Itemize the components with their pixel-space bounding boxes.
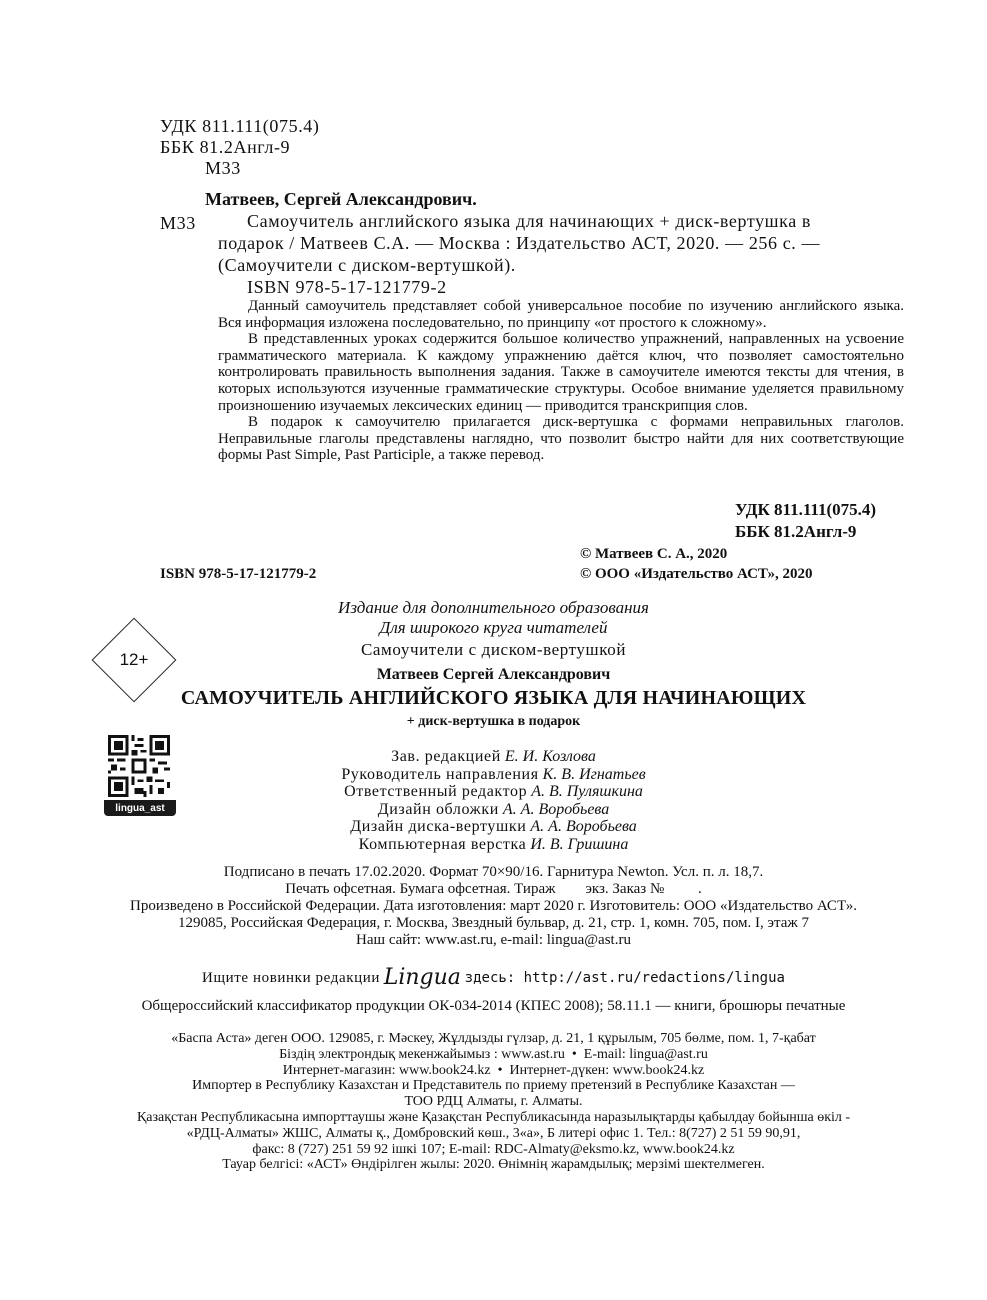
credits-list <box>0 748 987 853</box>
imprint-line: Подписано в печать 17.02.2020. Формат 70×90/16. Гарнитура Newton. Усл. п. л. 18,7. <box>223 864 764 880</box>
author-sign: М33 <box>205 158 241 178</box>
kz-line: Интернет-магазин: www.book24.kz • Интернет-дүкен: www.book24.kz <box>282 1062 705 1078</box>
kz-line: «РДЦ-Алматы» ЖШС, Алматы қ., Домбровский көш., 3«а», Б литері офис 1. Тел.: 8(727) 2 51 59 90,91, <box>186 1125 801 1141</box>
imprint-line: 129085, Российская Федерация, г. Москва, Звездный бульвар, д. 21, стр. 1, комн. 705, пом. I, этаж 7 <box>178 915 809 931</box>
qr-label: lingua_ast <box>104 800 176 816</box>
annotation <box>218 298 904 464</box>
kazakhstan-info <box>0 1031 987 1173</box>
copyright-publisher: © ООО «Издательство АСТ», 2020 <box>580 566 813 582</box>
lingua-prefix: Ищите новинки редакции <box>202 970 380 986</box>
series-name: Самоучители с диском-вертушкой <box>360 640 627 659</box>
annotation-paragraph: Данный самоучитель представляет собой универсальное пособие по изучению английского языка. Вся информация изложена последовательно, по принципу «от простого к сложному». <box>218 298 904 331</box>
credit-row: Компьютерная верстка И. В. Гришина <box>358 835 629 853</box>
credit-row: Руководитель направления К. В. Игнатьев <box>341 765 646 783</box>
edition-purpose: Издание для дополнительного образования <box>338 598 649 617</box>
isbn-bold: ISBN 978-5-17-121779-2 <box>160 566 317 582</box>
okp-classifier: Общероссийский классификатор продукции ОК-034-2014 (КПЕС 2008); 58.11.1 — книги, брошюры печатные <box>141 998 846 1014</box>
kz-line: Тауар белгісі: «АСТ» Өндірілген жылы: 2020. Өнімнің жарамдылық; мерзімі шектелмеген. <box>222 1157 765 1173</box>
copyright-author: © Матвеев С. А., 2020 <box>580 546 728 562</box>
bbk-code: ББК 81.2Англ-9 <box>160 137 291 157</box>
bib-title-line: (Самоучители с диском-вертушкой). <box>218 255 516 275</box>
bib-isbn: ISBN 978-5-17-121779-2 <box>247 277 447 297</box>
lingua-suffix: здесь: http://ast.ru/redactions/lingua <box>464 970 785 986</box>
imprint-line: Печать офсетная. Бумага офсетная. Тираж экз. Заказ № . <box>285 881 702 897</box>
credit-row: Ответственный редактор А. В. Пуляшкина <box>344 783 643 800</box>
classification-bbk: ББК 81.2Англ-9 <box>735 522 857 541</box>
edition-audience: Для широкого круга читателей <box>379 618 608 637</box>
kz-line: факс: 8 (727) 251 59 92 ішкі 107; E-mail: RDC-Almaty@eksmo.kz, www.book24.kz <box>252 1141 735 1157</box>
credit-row: Зав. редакцией Е. И. Козлова <box>391 748 596 765</box>
kz-line: Импортер в Республику Казахстан и Представитель по приему претензий в Республике Казахстан — <box>192 1078 795 1094</box>
imprint-line: Произведено в Российской Федерации. Дата изготовления: март 2020 г. Изготовитель: ООО «Издательство АСТ». <box>130 898 857 914</box>
imprint-block <box>0 864 987 949</box>
kz-line: ТОО РДЦ Алматы, г. Алматы. <box>404 1094 583 1110</box>
lingua-promo <box>0 963 987 988</box>
credit-row: Дизайн диска-вертушки А. А. Воробьева <box>350 818 637 835</box>
kz-line: «Баспа Аста» деген ООО. 129085, г. Мәскеу, Жұлдызды гүлзар, д. 21, 1 құрылым, 705 бөлме, пом. 1, 7-қабат <box>171 1031 816 1046</box>
kz-line: Біздің электрондық мекенжайымыз : www.ast.ru • E-mail: lingua@ast.ru <box>279 1046 708 1062</box>
udk-code: УДК 811.111(075.4) <box>160 116 320 136</box>
classification-udk: УДК 811.111(075.4) <box>735 500 877 519</box>
book-title: САМОУЧИТЕЛЬ АНГЛИЙСКОГО ЯЗЫКА ДЛЯ НАЧИНАЮЩИХ <box>180 687 807 709</box>
book-subtitle: + диск-вертушка в подарок <box>406 714 581 729</box>
book-author: Матвеев Сергей Александрович <box>376 666 611 683</box>
bib-title-line: подарок / Матвеев С.А. — Москва : Издательство АСТ, 2020. — 256 с. — <box>218 233 821 253</box>
kz-line: Қазақстан Республикасына импорттаушы және Қазақстан Республикасында наразылықтарды қабылдау бойынша өкіл - <box>136 1109 851 1125</box>
imprint-line: Наш сайт: www.ast.ru, e-mail: lingua@ast.ru <box>356 932 631 948</box>
bib-author-sign: М33 <box>160 213 196 233</box>
annotation-paragraph: В подарок к самоучителю прилагается диск-вертушка с формами неправильных глаголов. Неправильные глаголы представлены наглядно, что позволит быстро найти для них соответствующие формы Past Simple, Past Participle, а также перевод. <box>218 414 904 464</box>
bib-author-heading: Матвеев, Сергей Александрович. <box>205 189 477 209</box>
bib-title-line: Самоучитель английского языка для начинающих + диск-вертушка в <box>247 211 812 231</box>
lingua-logo: Lingua <box>383 965 461 990</box>
age-rating: 12+ <box>119 650 149 669</box>
credit-row: Дизайн обложки А. А. Воробьева <box>377 800 610 818</box>
annotation-paragraph: В представленных уроках содержится большое количество упражнений, направленных на усвоение грамматического материала. К каждому упражнению даётся ключ, что позволяет самостоятельно контролировать правильность выполнения задания. Также в самоучителе имеются тексты для чтения, в которых используются изученные грамматические структуры. Особое внимание уделяется правильному произношению изучаемых лексических единиц — приводится транскрипция слов. <box>218 331 904 414</box>
